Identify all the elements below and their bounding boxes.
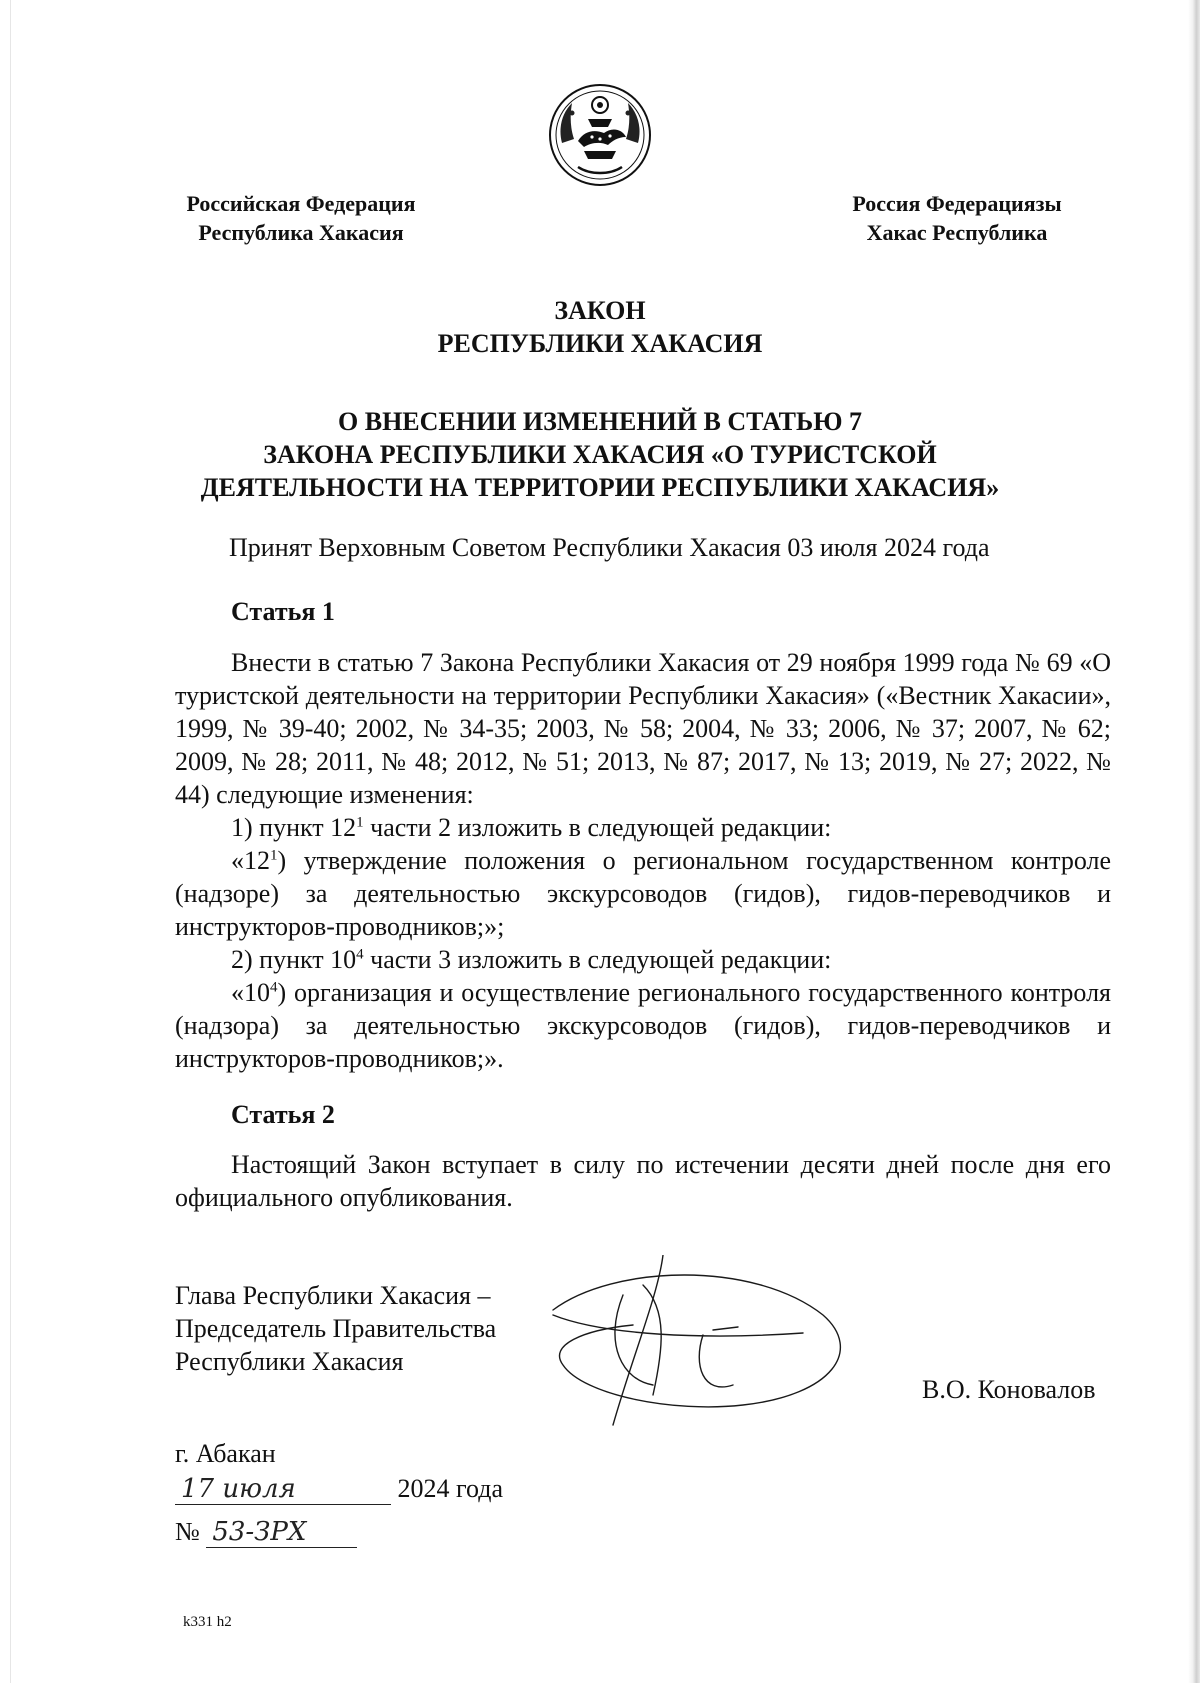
law-number: [175, 1517, 357, 1548]
signatory-name: В.О. Коновалов: [922, 1375, 1096, 1404]
header-khakas: [832, 189, 1082, 247]
signatory-position-line-3: Республики Хакасия: [175, 1347, 404, 1376]
header-right-line-1: Россия Федерациязы: [852, 191, 1062, 216]
law-title-line-1: ЗАКОН: [554, 296, 646, 325]
signatory-position: [175, 1279, 496, 1378]
article-2-body: [175, 1148, 1111, 1214]
handwritten-signature: [543, 1255, 893, 1445]
scan-border-left: [10, 0, 11, 1683]
coat-of-arms-emblem: [548, 83, 652, 187]
header-left-line-1: Российская Федерация: [186, 191, 416, 216]
footer-code: k331 h2: [183, 1614, 232, 1630]
signatory-position-line-1: Глава Республики Хакасия –: [175, 1281, 491, 1310]
header-right-line-2: Хакас Республика: [866, 220, 1048, 245]
article-1-heading: Статья 1: [231, 597, 335, 626]
article-1-item-2: 2) пункт $10^4$ части 3 изложить в следующей редакции:: [231, 945, 832, 974]
law-subject-line-1: О ВНЕСЕНИИ ИЗМЕНЕНИЙ В СТАТЬЮ 7: [338, 407, 862, 436]
header-russian: [170, 189, 432, 247]
article-2-heading: Статья 2: [231, 1100, 335, 1129]
date-fill-line: [175, 1474, 391, 1505]
signatory-position-line-2: Председатель Правительства: [175, 1314, 497, 1343]
article-1-body: [175, 646, 1111, 1075]
article-1-item-1: 1) пункт $12^1$ части 2 изложить в следующей редакции:: [231, 813, 832, 842]
article-1-quote-2: «$10^4$) организация и осуществление регионального государственного контроля (надзора) за деятельностью экскурсоводов (гидов), гидов-переводчиков и инструкторов-проводников;».: [175, 978, 1111, 1073]
header-left-line-2: Республика Хакасия: [198, 220, 404, 245]
handwritten-number: 53-ЗРХ: [212, 1517, 307, 1547]
date-year: 2024 года: [397, 1474, 504, 1503]
law-title-line-2: РЕСПУБЛИКИ ХАКАСИЯ: [437, 329, 763, 358]
law-subject: [160, 405, 1040, 504]
article-1-quote-1: «$12^1$) утверждение положения о региональном государственном контроле (надзоре) за деятельностью экскурсоводов (гидов), гидов-переводчиков и инструкторов-проводников;»;: [175, 846, 1111, 941]
article-1-intro: Внести в статью 7 Закона Республики Хакасия от 29 ноября 1999 года № 69 «О туристской деятельности на территории Республики Хакасия» («Вестник Хакасии», 1999, № 39-40; 2002, № 34-35; 2003, № 58; 2004, № 33; 2006, № 37; 2007, № 62; 2009, № 28; 2011, № 48; 2012, № 51; 2013, № 87; 2017, № 13; 2019, № 27; 2022, № 44) следующие изменения:: [175, 648, 1111, 809]
article-2-text: Настоящий Закон вступает в силу по истечении десяти дней после дня его официального опубликования.: [175, 1150, 1111, 1212]
number-prefix: №: [175, 1517, 200, 1546]
handwritten-date: 17 июля: [181, 1474, 296, 1504]
law-subject-line-2: ЗАКОНА РЕСПУБЛИКИ ХАКАСИЯ «О ТУРИСТСКОЙ: [263, 440, 937, 469]
signing-date: [175, 1474, 503, 1505]
law-subject-line-3: ДЕЯТЕЛЬНОСТИ НА ТЕРРИТОРИИ РЕСПУБЛИКИ ХАКАСИЯ»: [200, 473, 1000, 502]
law-title: [160, 294, 1040, 360]
signing-place: г. Абакан: [175, 1439, 276, 1468]
scan-border-right: [1188, 0, 1200, 1683]
adoption-line: Принят Верховным Советом Республики Хакасия 03 июля 2024 года: [229, 533, 990, 562]
number-fill-line: [206, 1517, 357, 1548]
